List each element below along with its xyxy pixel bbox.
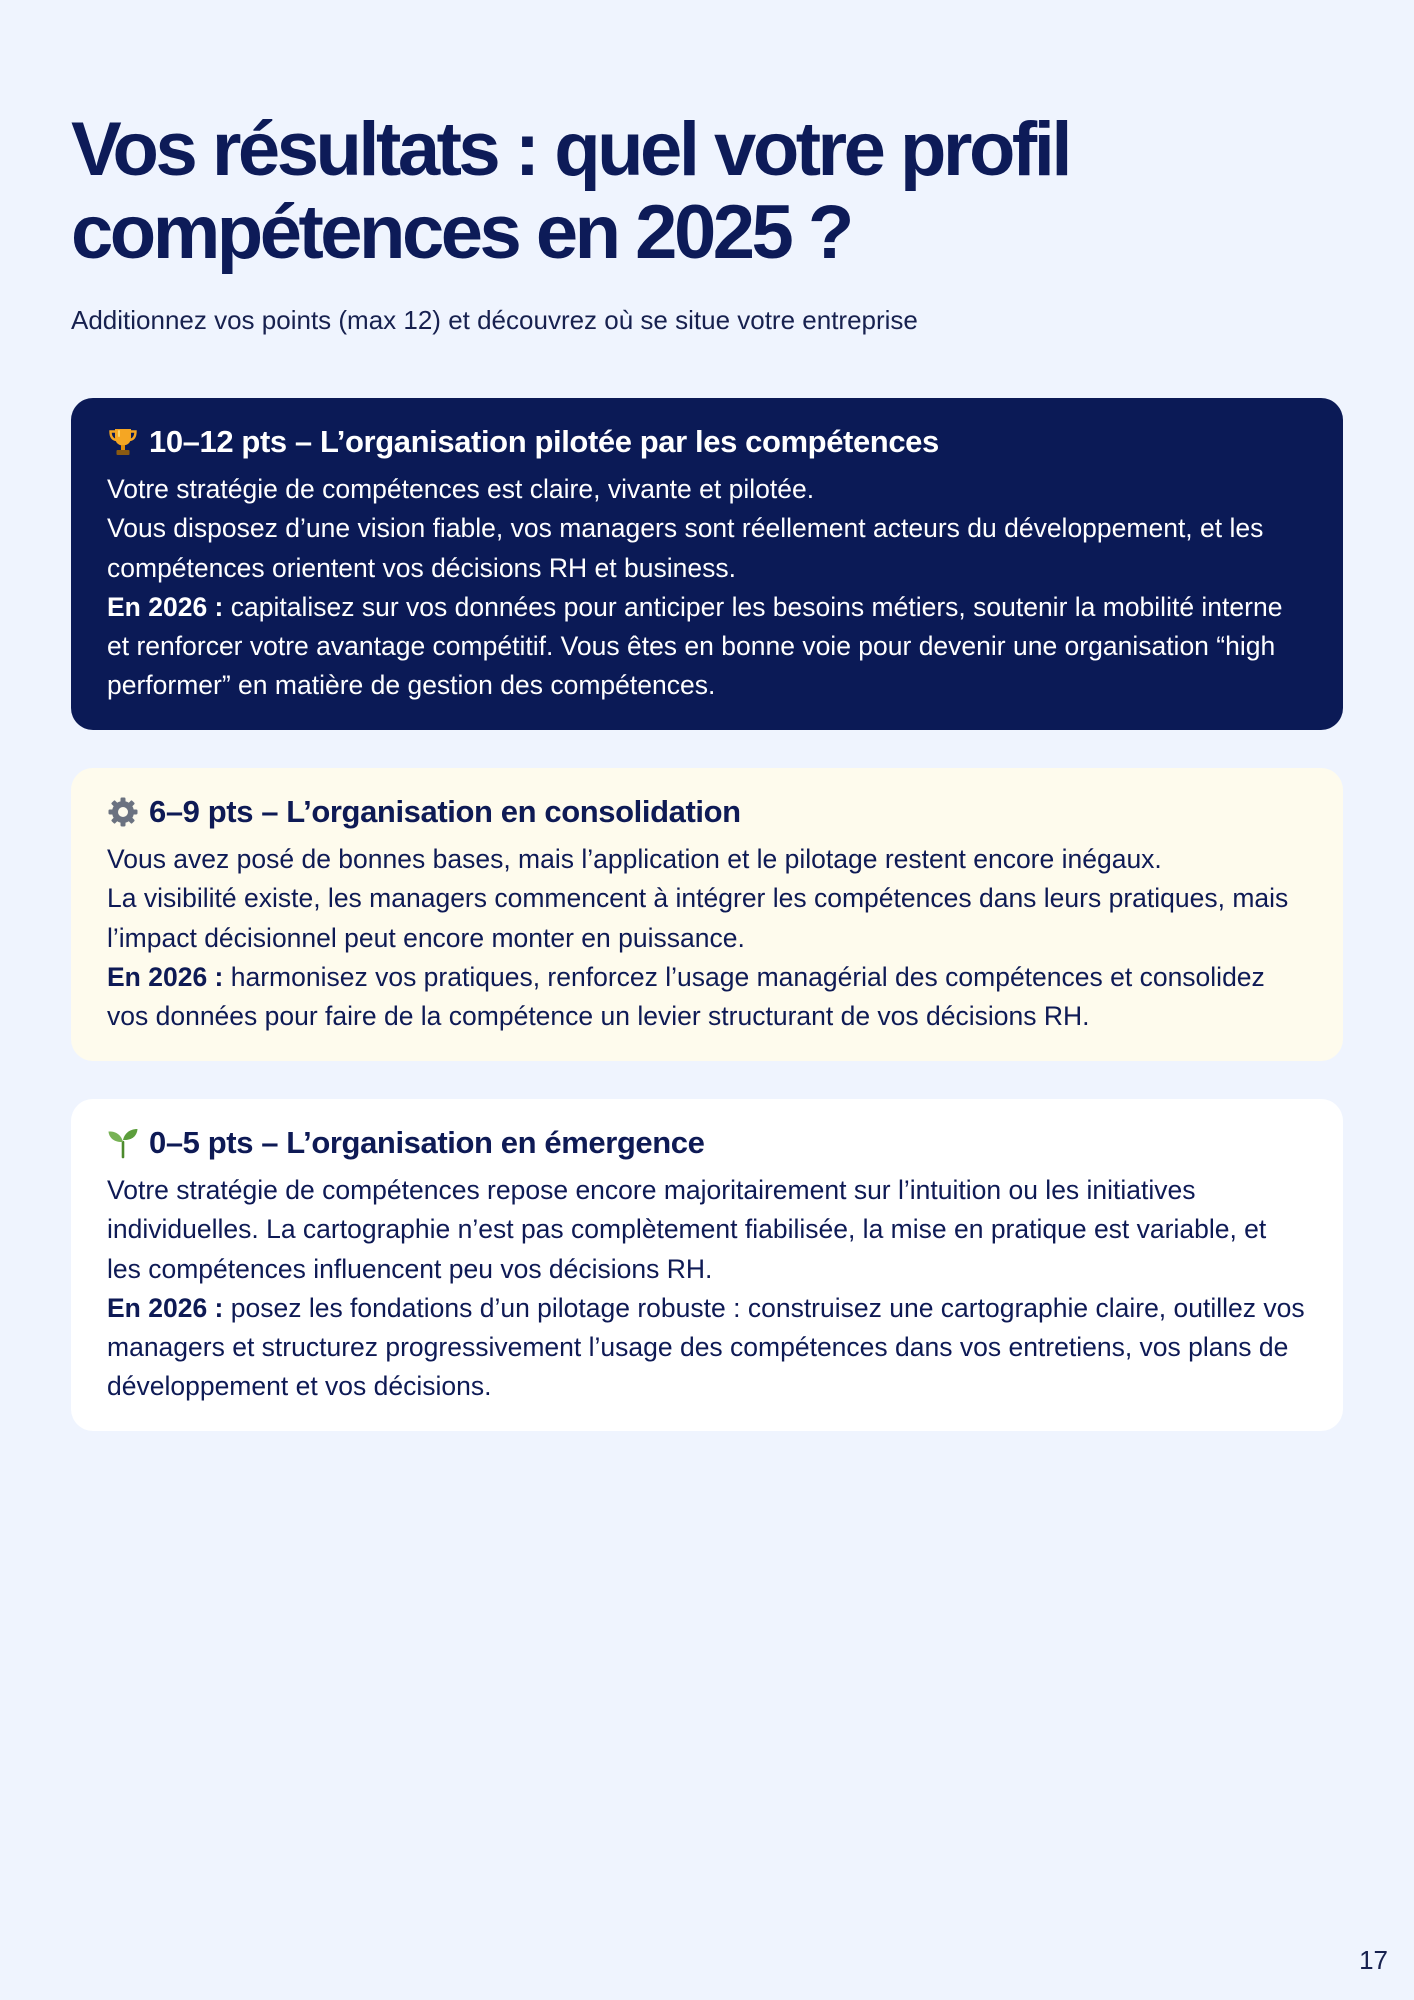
score-card-low — [71, 1099, 1343, 1431]
card-header — [107, 1123, 1307, 1163]
card-text: Votre stratégie de compétences repose encore majoritairement sur l’intuition ou les initiatives individuelles. La cartographie n’est pas complètement fiabilisée, la mise en pratique est variable, et les compétences influencent peu vos décisions RH. — [107, 1175, 1267, 1284]
score-card-high — [71, 398, 1343, 730]
page-number: 17 — [1359, 1945, 1388, 1975]
page-subtitle: Additionnez vos points (max 12) et découvrez où se situe votre entreprise — [71, 305, 918, 335]
page-title-line2: compétences en 2025 ? — [71, 190, 851, 275]
score-card-mid — [71, 768, 1343, 1061]
card-recommendation — [107, 588, 1307, 706]
card-recommendation — [107, 958, 1307, 1037]
trophy-icon — [107, 426, 139, 458]
page-title-line1: Vos résultats : quel votre profil — [71, 107, 1069, 192]
card-body — [107, 470, 1307, 706]
seedling-icon — [107, 1127, 139, 1159]
card-header — [107, 792, 1307, 832]
recommendation-text: posez les fondations d’un pilotage robuste : construisez une cartographie claire, outillez vos managers et structurez progressivement l’usage des compétences dans vos entretiens, vos plans de développement et vos décisions. — [107, 1292, 1305, 1402]
recommendation-lead: En 2026 : — [107, 961, 224, 992]
card-text: Vous avez posé de bonnes bases, mais l’application et le pilotage restent encore inégaux. — [107, 844, 1162, 874]
page-title — [71, 108, 1271, 274]
recommendation-text: harmonisez vos pratiques, renforcez l’usage managérial des compétences et consolidez vos données pour faire de la compétence un levier structurant de vos décisions RH. — [107, 961, 1265, 1032]
card-text: Vous disposez d’une vision fiable, vos managers sont réellement acteurs du développement, et les compétences orientent vos décisions RH et business. — [107, 513, 1264, 583]
gear-icon — [107, 796, 139, 828]
card-body — [107, 1171, 1307, 1407]
card-title: 6–9 pts – L’organisation en consolidation — [149, 794, 741, 829]
card-title: 0–5 pts – L’organisation en émergence — [149, 1125, 705, 1160]
card-title: 10–12 pts – L’organisation pilotée par les compétences — [149, 424, 939, 459]
card-recommendation — [107, 1289, 1307, 1407]
card-text: Votre stratégie de compétences est claire, vivante et pilotée. — [107, 474, 815, 504]
recommendation-lead: En 2026 : — [107, 1292, 224, 1323]
card-body — [107, 840, 1307, 1036]
recommendation-lead: En 2026 : — [107, 591, 224, 622]
recommendation-text: capitalisez sur vos données pour anticiper les besoins métiers, soutenir la mobilité interne et renforcer votre avantage compétitif. Vous êtes en bonne voie pour devenir une organisation “high performer” en matière de gestion des compétences. — [107, 591, 1283, 701]
card-text: La visibilité existe, les managers commencent à intégrer les compétences dans leurs pratiques, mais l’impact décisionnel peut encore monter en puissance. — [107, 883, 1289, 953]
card-header — [107, 422, 1307, 462]
